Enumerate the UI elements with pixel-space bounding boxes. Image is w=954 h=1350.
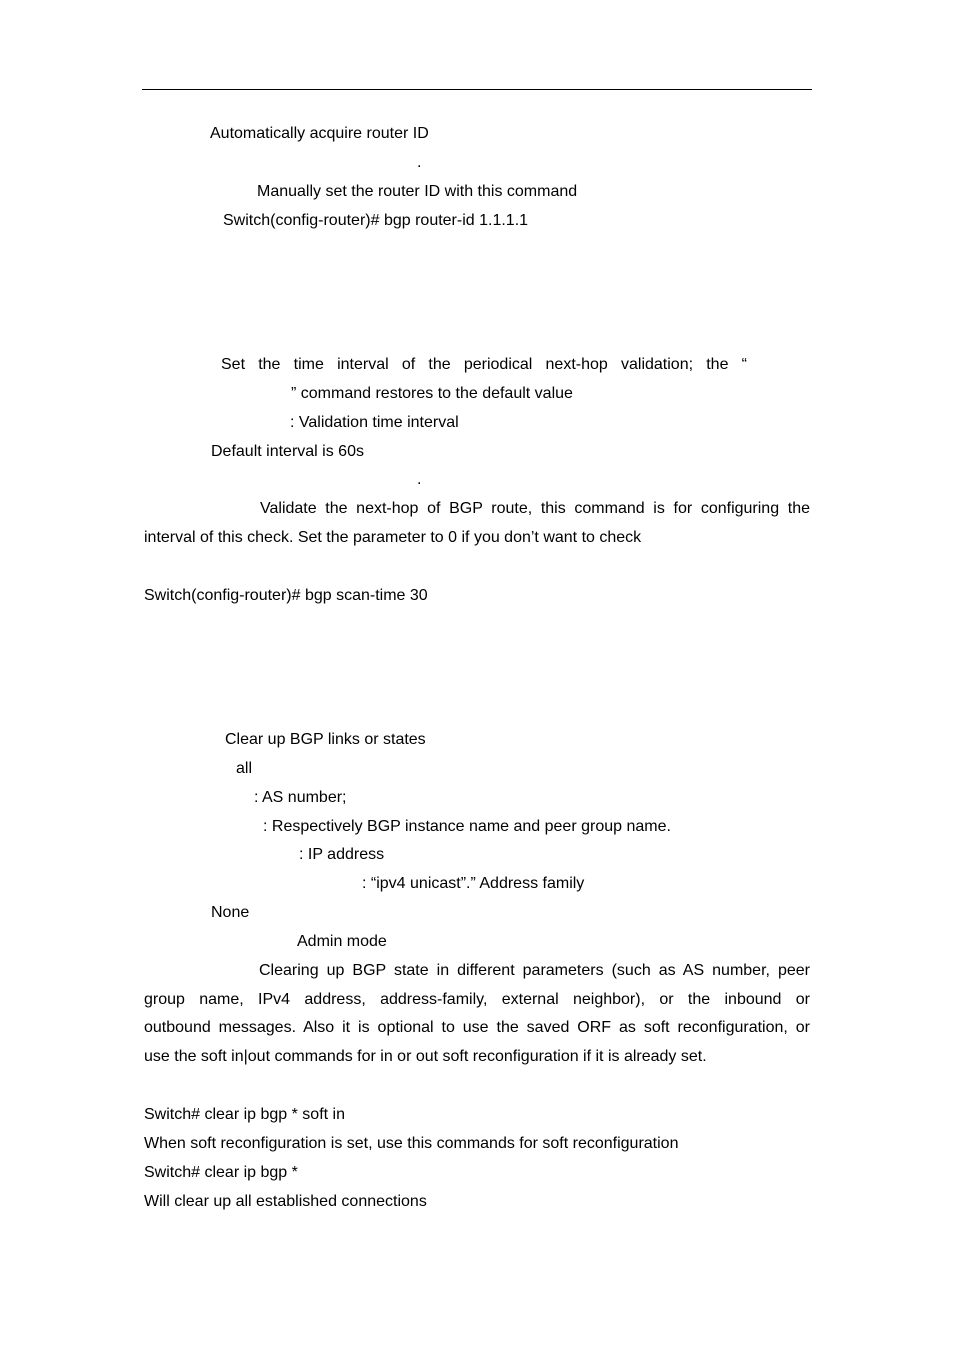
s3-mode: Admin mode xyxy=(297,933,387,950)
s3-example1: Switch# clear ip bgp * soft in xyxy=(144,1106,345,1123)
s2-function-line2: ” command restores to the default value xyxy=(291,385,573,402)
s1-usage: Manually set the router ID with this command xyxy=(257,183,578,200)
s3-usage-line3: outbound messages. Also it is optional to use the saved ORF as soft reconfiguration, or xyxy=(144,1019,810,1036)
s1-example: Switch(config-router)# bgp router-id 1.1.1.1 xyxy=(223,212,529,229)
s2-example: Switch(config-router)# bgp scan-time 30 xyxy=(144,587,428,604)
s3-param-as: : AS number; xyxy=(254,789,347,806)
s3-param-ip: : IP address xyxy=(299,846,385,863)
s3-example2-desc: Will clear up all established connections xyxy=(144,1193,427,1210)
s3-param-names: : Respectively BGP instance name and peer group name. xyxy=(263,818,671,835)
s1-dot: . xyxy=(417,154,422,171)
s3-param-af: : “ipv4 unicast”.” Address family xyxy=(362,875,585,892)
s2-usage-line1: Validate the next-hop of BGP route, this command is for configuring the xyxy=(260,500,810,517)
header-rule xyxy=(142,89,812,90)
s2-dot: . xyxy=(417,471,422,488)
s2-default: Default interval is 60s xyxy=(211,443,364,460)
s3-usage-line2: group name, IPv4 address, address-family, external neighbor), or the inbound or xyxy=(144,991,810,1008)
s3-example2: Switch# clear ip bgp * xyxy=(144,1164,298,1181)
s2-function-line1: Set the time interval of the periodical next-hop validation; the “ xyxy=(221,356,747,373)
s1-default: Automatically acquire router ID xyxy=(210,125,429,142)
s2-parameter: : Validation time interval xyxy=(290,414,459,431)
s3-function: Clear up BGP links or states xyxy=(225,731,426,748)
s3-default: None xyxy=(211,904,250,921)
s3-usage-line1: Clearing up BGP state in different parameters (such as AS number, peer xyxy=(259,962,810,979)
s3-example1-desc: When soft reconfiguration is set, use this commands for soft reconfiguration xyxy=(144,1135,679,1152)
s3-param-all: all xyxy=(236,760,253,777)
s3-usage-line4: use the soft in|out commands for in or out soft reconfiguration if it is already set. xyxy=(144,1048,707,1065)
s2-usage-line2: interval of this check. Set the parameter to 0 if you don’t want to check xyxy=(144,529,642,546)
